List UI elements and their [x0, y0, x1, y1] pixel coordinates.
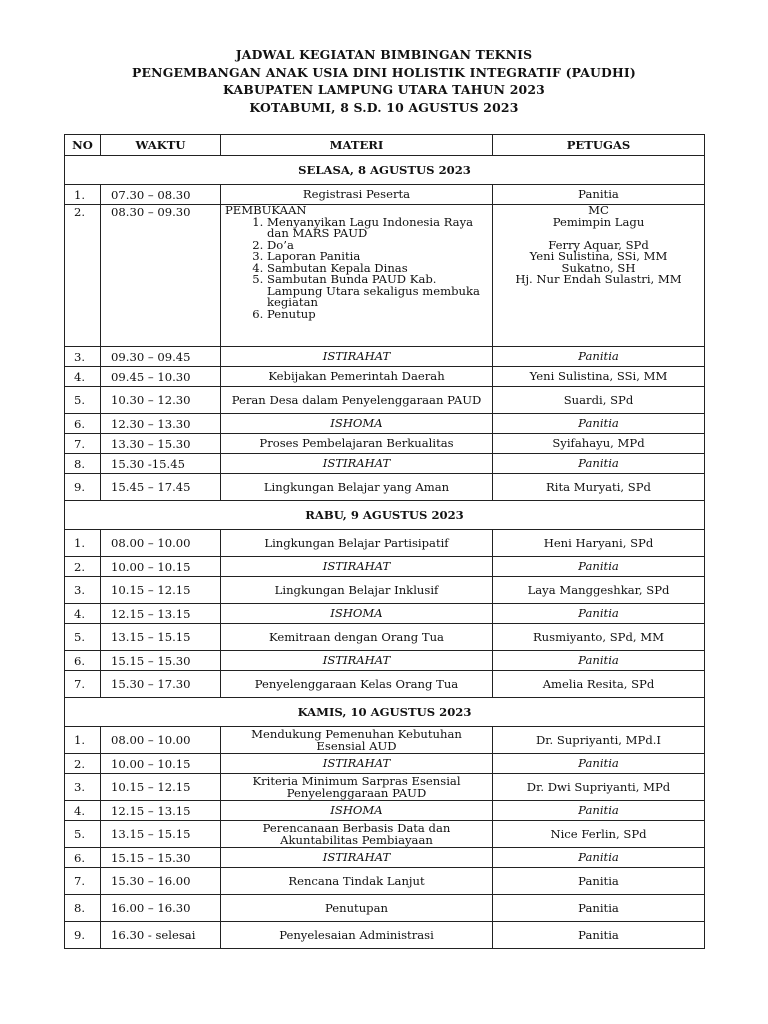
cell-no: 4. — [65, 367, 101, 387]
table-row — [65, 454, 705, 474]
list-item: 2. Do’a — [267, 240, 488, 252]
cell-waktu: 15.15 – 15.30 — [101, 651, 221, 671]
cell-waktu: 16.30 - selesai — [101, 922, 221, 949]
cell-waktu: 13.30 – 15.30 — [101, 434, 221, 454]
cell-materi: Penutupan — [221, 895, 493, 922]
table-row — [65, 895, 705, 922]
cell-petugas: Panitia — [493, 414, 705, 434]
cell-petugas: Laya Manggeshkar, SPd — [493, 577, 705, 604]
list-item: 5. Sambutan Bunda PAUD Kab. Lampung Utara sekaligus membuka kegiatan — [267, 274, 488, 309]
header-no: NO — [65, 135, 101, 156]
day-row — [65, 501, 705, 530]
table-row — [65, 474, 705, 501]
cell-petugas: Panitia — [493, 895, 705, 922]
cell-materi: Lingkungan Belajar Partisipatif — [221, 530, 493, 557]
cell-no: 4. — [65, 801, 101, 821]
cell-materi: ISTIRAHAT — [221, 754, 493, 774]
cell-waktu: 08.00 – 10.00 — [101, 530, 221, 557]
cell-no: 2. — [65, 557, 101, 577]
title-line: KABUPATEN LAMPUNG UTARA TAHUN 2023 — [223, 82, 545, 97]
document-title — [0, 46, 768, 116]
cell-waktu: 10.00 – 10.15 — [101, 754, 221, 774]
table-row — [65, 727, 705, 754]
cell-waktu: 10.15 – 12.15 — [101, 774, 221, 801]
cell-materi: ISTIRAHAT — [221, 557, 493, 577]
cell-no: 6. — [65, 651, 101, 671]
cell-petugas: Rita Muryati, SPd — [493, 474, 705, 501]
table-row — [65, 922, 705, 949]
cell-waktu: 13.15 – 15.15 — [101, 624, 221, 651]
cell-materi: Penyelesaian Administrasi — [221, 922, 493, 949]
petugas-line: Yeni Sulistina, SSi, MM — [529, 249, 668, 263]
cell-no: 5. — [65, 821, 101, 848]
cell-petugas: Nice Ferlin, SPd — [493, 821, 705, 848]
cell-waktu: 08.00 – 10.00 — [101, 727, 221, 754]
cell-no: 9. — [65, 922, 101, 949]
table-row-opening — [65, 205, 705, 347]
cell-materi: Mendukung Pemenuhan Kebutuhan Esensial AUD — [221, 727, 493, 754]
title-line: KOTABUMI, 8 S.D. 10 AGUSTUS 2023 — [249, 99, 519, 115]
cell-materi: Perencanaan Berbasis Data dan Akuntabilitas Pembiayaan — [221, 821, 493, 848]
table-row — [65, 604, 705, 624]
cell-no: 1. — [65, 727, 101, 754]
cell-waktu: 15.30 -15.45 — [101, 454, 221, 474]
table-row — [65, 821, 705, 848]
cell-no: 3. — [65, 347, 101, 367]
title-line: PENGEMBANGAN ANAK USIA DINI HOLISTIK INTEGRATIF (PAUDHI) — [132, 64, 636, 80]
cell-materi: Proses Pembelajaran Berkualitas — [221, 434, 493, 454]
table-row — [65, 774, 705, 801]
cell-waktu: 08.30 – 09.30 — [101, 205, 221, 347]
cell-waktu: 09.30 – 09.45 — [101, 347, 221, 367]
cell-petugas: Suardi, SPd — [493, 387, 705, 414]
cell-no: 5. — [65, 624, 101, 651]
cell-petugas: Heni Haryani, SPd — [493, 530, 705, 557]
cell-petugas: Panitia — [493, 922, 705, 949]
cell-petugas: Amelia Resita, SPd — [493, 671, 705, 698]
cell-waktu: 12.15 – 13.15 — [101, 801, 221, 821]
cell-waktu: 15.30 – 17.30 — [101, 671, 221, 698]
cell-waktu: 15.30 – 16.00 — [101, 868, 221, 895]
cell-no: 8. — [65, 454, 101, 474]
cell-no: 7. — [65, 671, 101, 698]
cell-petugas: Panitia — [493, 604, 705, 624]
opening-heading: PEMBUKAAN — [225, 203, 307, 217]
cell-materi: ISTIRAHAT — [221, 347, 493, 367]
cell-no: 5. — [65, 387, 101, 414]
table-row — [65, 671, 705, 698]
cell-materi: Registrasi Peserta — [221, 185, 493, 205]
cell-no: 4. — [65, 604, 101, 624]
cell-materi: Kebijakan Pemerintah Daerah — [221, 367, 493, 387]
table-row — [65, 868, 705, 895]
cell-petugas: Panitia — [493, 557, 705, 577]
petugas-line: Sukatno, SH — [561, 260, 636, 275]
cell-materi: Rencana Tindak Lanjut — [221, 868, 493, 895]
day-label: RABU, 9 AGUSTUS 2023 — [65, 501, 705, 530]
petugas-line: Ferry Aquar, SPd — [548, 237, 649, 252]
header-materi: MATERI — [221, 135, 493, 156]
cell-petugas: Panitia — [493, 454, 705, 474]
list-item: 1. Menyanyikan Lagu Indonesia Raya dan MARS PAUD — [267, 217, 488, 240]
cell-materi: ISHOMA — [221, 604, 493, 624]
list-item: 3. Laporan Panitia — [267, 251, 488, 263]
cell-petugas: Panitia — [493, 868, 705, 895]
cell-waktu: 07.30 – 08.30 — [101, 185, 221, 205]
cell-no: 6. — [65, 414, 101, 434]
table-row — [65, 848, 705, 868]
cell-no: 8. — [65, 895, 101, 922]
cell-petugas: Dr. Dwi Supriyanti, MPd — [493, 774, 705, 801]
cell-petugas: Syifahayu, MPd — [493, 434, 705, 454]
cell-materi: Peran Desa dalam Penyelenggaraan PAUD — [221, 387, 493, 414]
cell-waktu: 12.30 – 13.30 — [101, 414, 221, 434]
cell-no: 2. — [65, 754, 101, 774]
petugas-line: MC — [588, 203, 609, 217]
table-row — [65, 754, 705, 774]
table-row — [65, 185, 705, 205]
petugas-line: Hj. Nur Endah Sulastri, MM — [515, 272, 682, 286]
cell-no: 3. — [65, 577, 101, 604]
title-line: JADWAL KEGIATAN BIMBINGAN TEKNIS — [235, 47, 533, 62]
cell-petugas: Panitia — [493, 754, 705, 774]
table-row — [65, 387, 705, 414]
cell-waktu: 13.15 – 15.15 — [101, 821, 221, 848]
list-item: 4. Sambutan Kepala Dinas — [267, 263, 488, 275]
table-row — [65, 414, 705, 434]
cell-no: 7. — [65, 868, 101, 895]
cell-no: 3. — [65, 774, 101, 801]
cell-waktu: 16.00 – 16.30 — [101, 895, 221, 922]
cell-petugas: Panitia — [493, 185, 705, 205]
cell-petugas: Panitia — [493, 801, 705, 821]
cell-petugas: Panitia — [493, 347, 705, 367]
cell-waktu: 10.00 – 10.15 — [101, 557, 221, 577]
cell-waktu: 15.45 – 17.45 — [101, 474, 221, 501]
table-row — [65, 801, 705, 821]
table-row — [65, 577, 705, 604]
table-header-row — [65, 135, 705, 156]
cell-waktu: 10.30 – 12.30 — [101, 387, 221, 414]
day-row — [65, 698, 705, 727]
cell-materi: ISTIRAHAT — [221, 848, 493, 868]
cell-waktu: 15.15 – 15.30 — [101, 848, 221, 868]
cell-no: 1. — [65, 530, 101, 557]
schedule-table — [64, 134, 705, 949]
cell-petugas: Dr. Supriyanti, MPd.I — [493, 727, 705, 754]
cell-materi: ISTIRAHAT — [221, 651, 493, 671]
list-item: 6. Penutup — [267, 309, 488, 321]
table-row — [65, 367, 705, 387]
cell-materi: ISHOMA — [221, 414, 493, 434]
cell-petugas: Rusmiyanto, SPd, MM — [493, 624, 705, 651]
cell-materi: Lingkungan Belajar yang Aman — [221, 474, 493, 501]
cell-materi: ISTIRAHAT — [221, 454, 493, 474]
cell-petugas: Panitia — [493, 848, 705, 868]
day-label: KAMIS, 10 AGUSTUS 2023 — [65, 698, 705, 727]
cell-no: 9. — [65, 474, 101, 501]
petugas-line: Pemimpin Lagu — [552, 214, 645, 229]
cell-waktu: 12.15 – 13.15 — [101, 604, 221, 624]
cell-materi-opening — [221, 205, 493, 347]
header-waktu: WAKTU — [101, 135, 221, 156]
cell-materi: ISHOMA — [221, 801, 493, 821]
cell-petugas: Yeni Sulistina, SSi, MM — [493, 367, 705, 387]
table-row — [65, 530, 705, 557]
table-row — [65, 557, 705, 577]
cell-no: 6. — [65, 848, 101, 868]
cell-no: 1. — [65, 185, 101, 205]
cell-materi: Kriteria Minimum Sarpras Esensial Penyelenggaraan PAUD — [221, 774, 493, 801]
cell-materi: Kemitraan dengan Orang Tua — [221, 624, 493, 651]
opening-agenda-list — [225, 214, 488, 321]
cell-materi: Lingkungan Belajar Inklusif — [221, 577, 493, 604]
cell-petugas-opening — [493, 205, 705, 347]
cell-petugas: Panitia — [493, 651, 705, 671]
cell-materi: Penyelenggaraan Kelas Orang Tua — [221, 671, 493, 698]
table-row — [65, 624, 705, 651]
cell-no: 2. — [65, 205, 101, 347]
day-label: SELASA, 8 AGUSTUS 2023 — [65, 156, 705, 185]
cell-waktu: 10.15 – 12.15 — [101, 577, 221, 604]
table-row — [65, 651, 705, 671]
cell-no: 7. — [65, 434, 101, 454]
header-petugas: PETUGAS — [493, 135, 705, 156]
table-row — [65, 347, 705, 367]
table-row — [65, 434, 705, 454]
day-row — [65, 156, 705, 185]
cell-waktu: 09.45 – 10.30 — [101, 367, 221, 387]
